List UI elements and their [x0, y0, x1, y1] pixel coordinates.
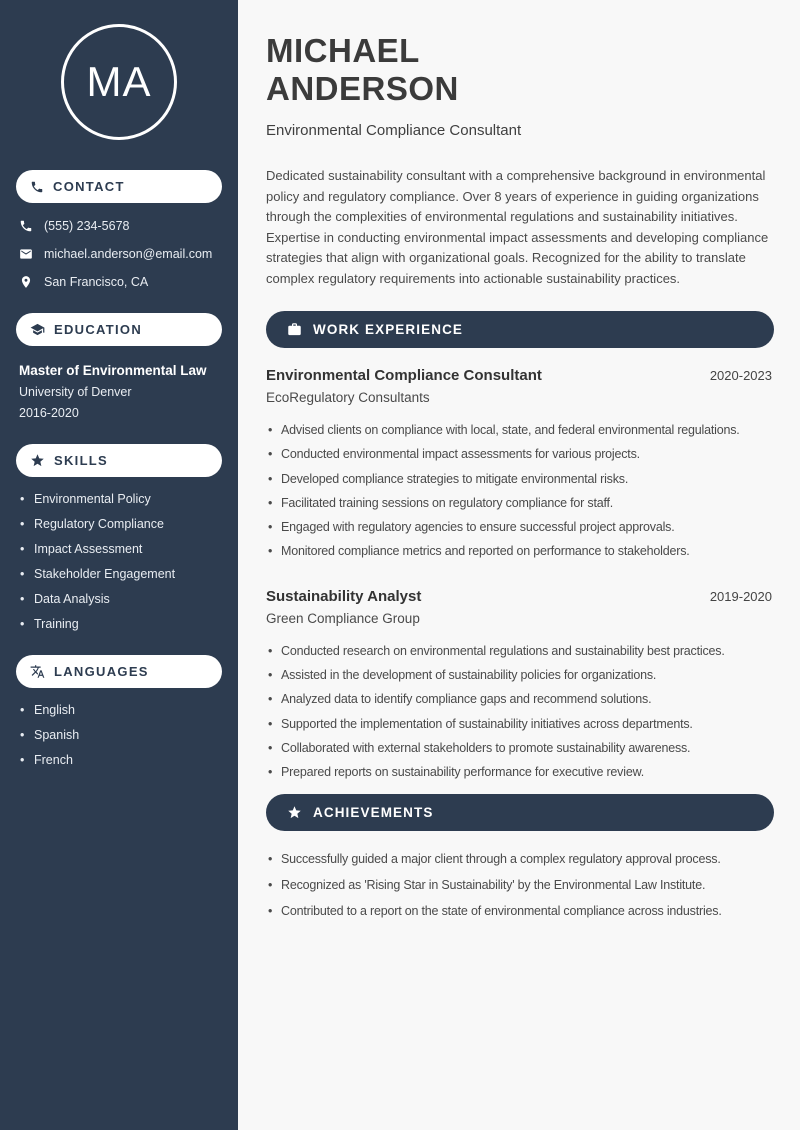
achievements-section-header [266, 794, 774, 831]
phone-number: (555) 234-5678 [44, 219, 130, 233]
language-item: • English [19, 698, 222, 723]
skill-item: • Regulatory Compliance [19, 512, 222, 537]
avatar-initials: MA [86, 58, 152, 105]
job-bullet: • Analyzed data to identify compliance gaps and recommend solutions. [266, 687, 774, 711]
job-title: Sustainability Analyst [266, 587, 422, 605]
job-bullet: • Collaborated with external stakeholders to promote sustainability awareness. [266, 736, 774, 760]
education-section-header [16, 313, 222, 346]
skill-item: • Data Analysis [19, 587, 222, 612]
phone-icon [30, 180, 44, 194]
languages-section-header [16, 655, 222, 688]
achievements-list [266, 846, 774, 924]
languages-heading-label: LANGUAGES [54, 663, 149, 679]
contact-section-header [16, 170, 222, 203]
location-icon [19, 275, 33, 289]
job-bullet: • Conducted environmental impact assessments for various projects. [266, 442, 774, 466]
job-dates: 2019-2020 [709, 588, 772, 604]
main-content [238, 0, 800, 1130]
job-bullet: • Conducted research on environmental regulations and sustainability best practices. [266, 639, 774, 663]
person-name [266, 32, 774, 108]
job-bullet: • Prepared reports on sustainability performance for executive review. [266, 760, 774, 784]
first-name: MICHAEL [266, 32, 420, 69]
contact-list [16, 212, 222, 296]
translate-icon [30, 664, 45, 679]
language-item: • Spanish [19, 723, 222, 748]
job-bullet: • Developed compliance strategies to mitigate environmental risks. [266, 467, 774, 491]
contact-location-row [16, 268, 222, 296]
phone-icon [19, 219, 33, 233]
job-company: EcoRegulatory Consultants [266, 390, 430, 405]
last-name: ANDERSON [266, 70, 459, 107]
education-years: 2016-2020 [19, 406, 79, 420]
language-item: • French [19, 748, 222, 773]
job-bullet-list [266, 418, 774, 564]
languages-list [16, 698, 222, 773]
education-entry [16, 360, 222, 425]
job-bullet: • Advised clients on compliance with local, state, and federal environmental regulations. [266, 418, 774, 442]
work-experience-section-header [266, 311, 774, 348]
email-address: michael.anderson@email.com [44, 247, 213, 261]
achievement-bullet: • Contributed to a report on the state of environmental compliance across industries. [266, 898, 774, 924]
job-bullet: • Engaged with regulatory agencies to ensure successful project approvals. [266, 515, 774, 539]
job-header [266, 367, 774, 384]
education-school: University of Denver [19, 384, 132, 399]
avatar [61, 24, 177, 140]
job-header [266, 588, 774, 605]
star-icon [30, 453, 45, 468]
achievement-bullet: • Successfully guided a major client through a complex regulatory approval process. [266, 846, 774, 872]
email-icon [19, 247, 33, 261]
sidebar [0, 0, 238, 1130]
job-bullet-list [266, 639, 774, 785]
skills-section-header [16, 444, 222, 477]
job-dates: 2020-2023 [709, 368, 772, 383]
briefcase-icon [287, 322, 302, 337]
skill-item: • Impact Assessment [19, 537, 222, 562]
location-text: San Francisco, CA [44, 275, 149, 289]
contact-email-row [16, 240, 222, 268]
education-degree: Master of Environmental Law [19, 363, 207, 378]
job-bullet: • Supported the implementation of sustainability initiatives across departments. [266, 712, 774, 736]
skills-heading-label: SKILLS [54, 452, 109, 468]
job-bullet: • Assisted in the development of sustainability policies for organizations. [266, 663, 774, 687]
graduation-cap-icon [30, 322, 45, 337]
job-bullet: • Monitored compliance metrics and reported on performance to stakeholders. [266, 539, 774, 563]
person-title: Environmental Compliance Consultant [266, 122, 522, 139]
job-title: Environmental Compliance Consultant [266, 367, 542, 384]
skill-item: • Stakeholder Engagement [19, 562, 222, 587]
work-experience-heading-label: WORK EXPERIENCE [313, 322, 464, 337]
education-heading-label: EDUCATION [54, 322, 143, 337]
job-company: Green Compliance Group [266, 610, 420, 626]
contact-heading-label: CONTACT [53, 179, 125, 194]
summary-paragraph: Dedicated sustainability consultant with a comprehensive background in environmental policy and regulatory compliance. Over 8 years of experience in guiding organizations through the complexities of environmental regulations and sustainability initiatives. Expertise in conducting environmental impact assessments and developing compliance strategies that align with organizational goals. Recognized for the ability to translate complex regulatory requirements into actionable sustainability practices. [266, 168, 769, 286]
star-icon [287, 805, 302, 820]
contact-phone-row [16, 212, 222, 240]
achievement-bullet: • Recognized as 'Rising Star in Sustainability' by the Environmental Law Institute. [266, 872, 774, 898]
skills-list [16, 487, 222, 637]
skill-item: • Training [19, 612, 222, 637]
job-bullet: • Facilitated training sessions on regulatory compliance for staff. [266, 491, 774, 515]
achievements-heading-label: ACHIEVEMENTS [313, 804, 434, 820]
skill-item: • Environmental Policy [19, 487, 222, 512]
